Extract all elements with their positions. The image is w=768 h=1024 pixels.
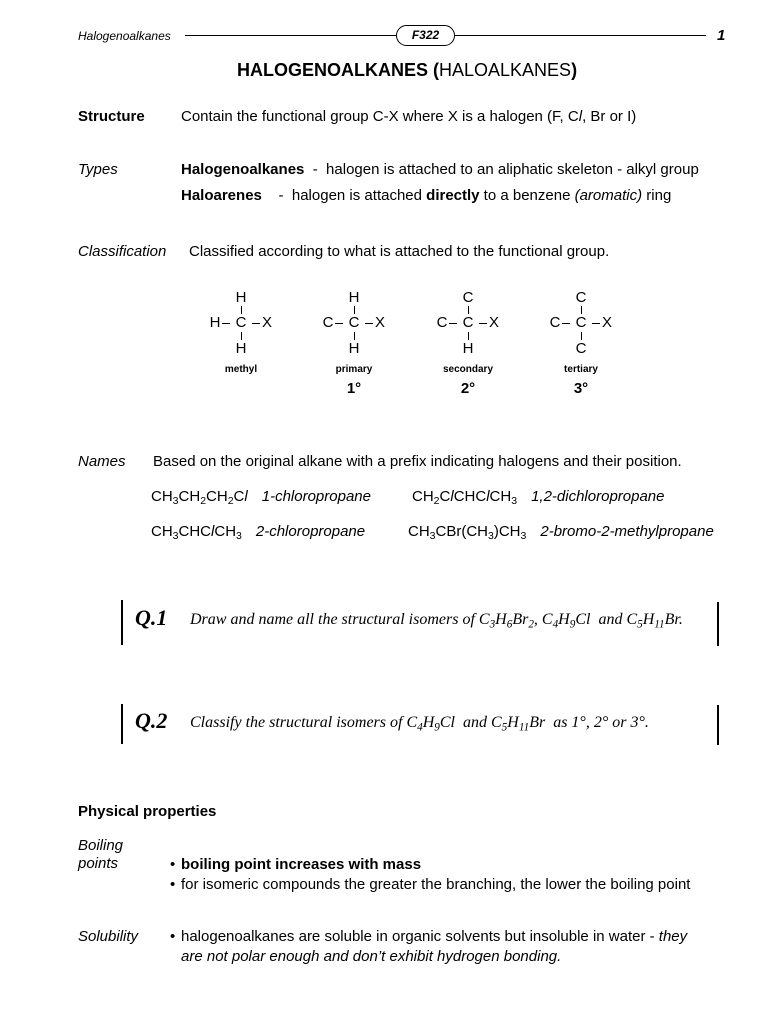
subscript: 9 — [434, 721, 440, 734]
atom-centre: C — [348, 314, 360, 331]
bond-up — [354, 306, 355, 314]
text-run: l — [486, 488, 490, 505]
section-label-types: Types — [78, 161, 118, 178]
bond-down — [468, 332, 469, 340]
question-text — [190, 611, 683, 629]
atom-bottom: H — [348, 340, 360, 357]
structure-methyl — [191, 288, 291, 400]
text-run: Cl and C — [575, 611, 638, 628]
text-run: CH — [408, 523, 430, 540]
subscript: 3 — [172, 530, 179, 543]
subscript: 3 — [236, 530, 242, 543]
text-run: CHC — [178, 523, 212, 540]
text-run: Br as 1°, 2° or 3°. — [529, 714, 649, 731]
name-example — [151, 523, 365, 541]
subscript: 3 — [511, 495, 518, 508]
subscript: 3 — [520, 530, 527, 543]
subscript: 2 — [227, 495, 234, 508]
text-run: HALOALKANES — [439, 60, 572, 80]
subscript: 3 — [429, 530, 436, 543]
text-run: Haloarenes — [181, 187, 262, 204]
bond-up — [581, 306, 582, 314]
atom-bottom: H — [462, 340, 474, 357]
text-run: - halogen is attached to an aliphatic skeleton - alkyl group — [304, 161, 699, 178]
structure-primary — [304, 288, 404, 400]
subscript: 4 — [552, 618, 559, 631]
text-run: Classify the structural isomers of C — [190, 714, 418, 731]
list-item — [170, 927, 687, 967]
text-run: HALOGENOALKANES ( — [237, 60, 439, 80]
name-example — [412, 488, 665, 506]
subscript: 11 — [518, 721, 530, 734]
compound-name: 2-bromo-2-methylpropane — [540, 523, 714, 540]
atom-bottom: C — [575, 340, 587, 357]
atom-top: H — [348, 289, 360, 306]
structure-label: primary — [335, 364, 373, 375]
structure-description — [181, 108, 636, 126]
structure-label: tertiary — [564, 364, 598, 375]
text-run: ) — [571, 60, 578, 80]
subscript: 2 — [200, 495, 207, 508]
atom-top: H — [235, 289, 247, 306]
atom-top: C — [462, 289, 474, 306]
header-rule-left — [185, 35, 396, 36]
section-heading-physical-properties: Physical properties — [78, 803, 217, 820]
bond-left — [222, 323, 230, 324]
text-run: l — [578, 108, 583, 125]
text-run: boiling point increases with mass — [181, 856, 422, 873]
question-bar-left — [121, 600, 123, 645]
structure-degree: 3° — [573, 380, 589, 397]
formula — [412, 488, 518, 508]
structure-label: secondary — [442, 364, 494, 375]
module-code-badge: F322 — [396, 25, 455, 46]
subscript: 9 — [569, 618, 576, 631]
text-run: are not polar enough and don’t exhibit hydrogen bonding. — [181, 948, 562, 965]
subscript: 4 — [417, 721, 423, 734]
type-halogenoalkanes — [181, 161, 699, 179]
structure-tertiary — [531, 288, 631, 400]
text-run: Halogenoalkanes — [181, 161, 305, 178]
names-description: Based on the original alkane with a prefix indicating halogens and their position. — [153, 453, 682, 470]
text-run: l — [450, 488, 454, 505]
atom-right: X — [374, 314, 385, 331]
bond-up — [468, 306, 469, 314]
subscript: 3 — [488, 530, 494, 543]
text-run: C — [439, 488, 451, 505]
atom-left: C — [549, 314, 561, 331]
text-run: CH — [151, 523, 173, 540]
bond-up — [241, 306, 242, 314]
structure-secondary — [418, 288, 518, 400]
text-run: l — [211, 523, 215, 540]
text-run: Br. — [664, 611, 683, 628]
solubility-list — [170, 927, 687, 967]
text-run: H — [507, 714, 519, 731]
text-run: l — [244, 488, 248, 505]
section-label-structure: Structure — [78, 108, 145, 125]
subscript: 5 — [637, 618, 643, 631]
atom-right: X — [488, 314, 499, 331]
list-item-line — [181, 927, 687, 947]
formula — [151, 523, 242, 543]
text-run: CH — [214, 523, 237, 540]
question-bar-left — [121, 704, 123, 744]
list-item-line — [181, 947, 687, 967]
text-run: CH — [206, 488, 228, 505]
page-number: 1 — [717, 27, 726, 44]
atom-right: X — [261, 314, 272, 331]
text-run: CH — [489, 488, 512, 505]
text-run: to a benzene — [479, 187, 575, 204]
atom-bottom: H — [235, 340, 247, 357]
text-run: CH — [151, 488, 173, 505]
text-run: Cl and C — [439, 714, 502, 731]
page-title — [237, 59, 577, 81]
text-run: Br — [512, 611, 529, 628]
subscript: 5 — [501, 721, 508, 734]
atom-top: C — [575, 289, 587, 306]
header-rule-right — [455, 35, 706, 36]
text-run: , C — [533, 611, 553, 628]
boiling-points-list — [170, 855, 690, 895]
atom-centre: C — [462, 314, 474, 331]
atom-left: C — [322, 314, 334, 331]
text-run: CH — [178, 488, 201, 505]
text-run: - halogen is attached — [261, 187, 427, 204]
text-run: C — [233, 488, 245, 505]
subscript: 2 — [433, 495, 440, 508]
text-run: directly — [426, 187, 480, 204]
question-bar-right — [717, 705, 719, 745]
question-number: Q.2 — [135, 708, 168, 733]
text-run: for isomeric compounds the greater the branching, the lower the boiling point — [181, 876, 691, 893]
question-bar-right — [717, 602, 719, 646]
text-run: Contain the functional group C-X where X is a halogen (F, C — [181, 108, 579, 125]
compound-name: 1-chloropropane — [261, 488, 371, 505]
subscript: 11 — [654, 618, 665, 631]
formula — [151, 488, 248, 508]
section-label-boiling-points: Boiling points — [78, 837, 124, 872]
text-run: H — [558, 611, 570, 628]
text-run: CBr(CH — [435, 523, 489, 540]
text-run: halogenoalkanes are soluble in organic solvents but insoluble in water - — [181, 928, 659, 945]
atom-right: X — [601, 314, 612, 331]
structure-degree: 1° — [346, 380, 362, 397]
bond-down — [241, 332, 242, 340]
bond-left — [335, 323, 343, 324]
compound-name: 2-chloropropane — [255, 523, 366, 540]
atom-centre: C — [575, 314, 587, 331]
list-item — [170, 855, 690, 875]
text-run: CHC — [453, 488, 487, 505]
running-title: Halogenoalkanes — [78, 29, 171, 43]
compound-name: 1,2-dichloropropane — [531, 488, 665, 505]
atom-left: C — [436, 314, 448, 331]
section-label-classification: Classification — [78, 243, 167, 260]
subscript: 6 — [506, 618, 513, 631]
subscript: 2 — [528, 618, 534, 631]
text-run: ring — [642, 187, 672, 204]
subscript: 3 — [172, 495, 179, 508]
text-run: )CH — [493, 523, 521, 540]
text-run: H — [495, 611, 507, 628]
bond-down — [581, 332, 582, 340]
atom-left: H — [209, 314, 221, 331]
bond-left — [562, 323, 570, 324]
classification-description: Classified according to what is attached to the functional group. — [189, 243, 610, 260]
type-haloarenes — [181, 187, 671, 205]
formula — [408, 523, 527, 543]
text-run: Draw and name all the structural isomers of C — [190, 611, 490, 628]
text-run: (aromatic) — [574, 187, 643, 204]
name-example — [151, 488, 371, 506]
bond-left — [449, 323, 457, 324]
list-item — [170, 875, 690, 895]
question-number: Q.1 — [135, 605, 168, 630]
text-run: H — [422, 714, 435, 731]
text-run: they — [658, 928, 688, 945]
atom-centre: C — [235, 314, 247, 331]
bond-down — [354, 332, 355, 340]
name-example — [408, 523, 714, 541]
section-label-names: Names — [78, 453, 126, 470]
text-run: , Br or I) — [582, 108, 637, 125]
text-run: H — [642, 611, 655, 628]
section-label-solubility: Solubility — [78, 928, 139, 945]
question-text — [190, 714, 649, 732]
subscript: 3 — [489, 618, 496, 631]
structure-degree: 2° — [460, 380, 476, 397]
structure-label: methyl — [224, 364, 258, 375]
text-run: CH — [412, 488, 434, 505]
